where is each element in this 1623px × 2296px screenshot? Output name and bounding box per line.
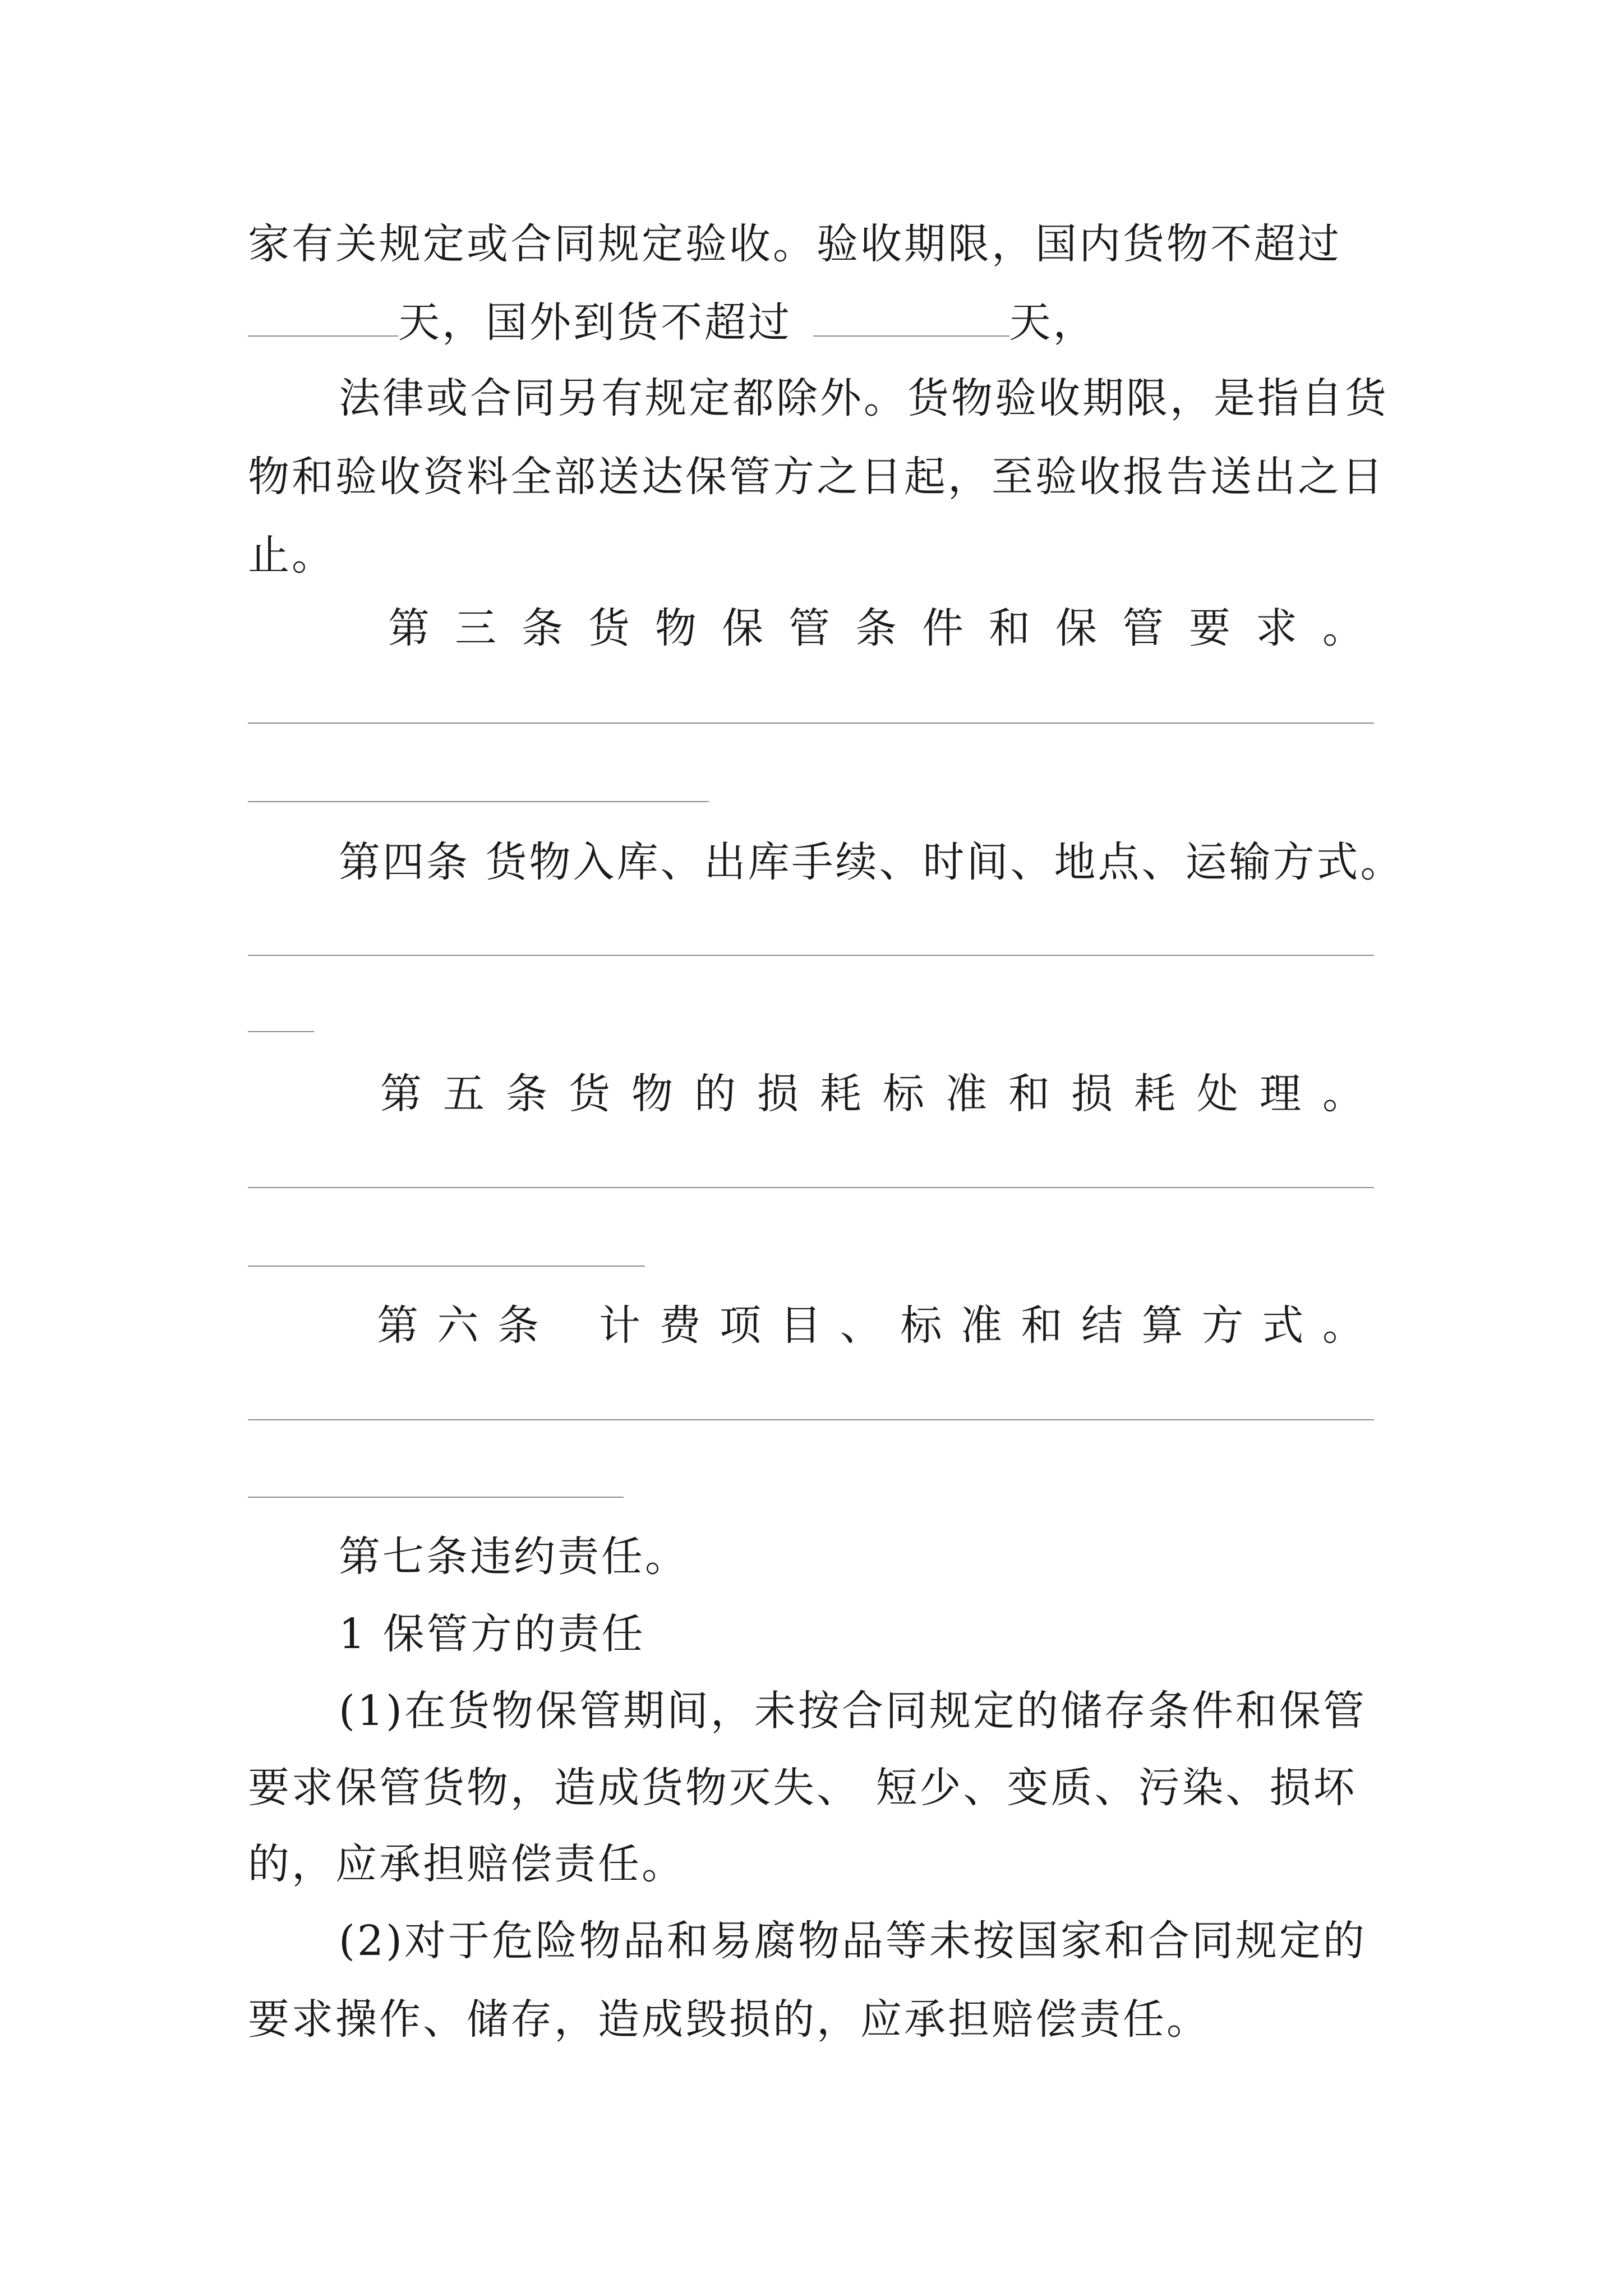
item-heading: 1 保管方的责任 (339, 1610, 645, 1658)
heading-char: 第 (380, 1070, 422, 1118)
fill-line (248, 1266, 645, 1267)
heading-char: 目 (780, 1301, 822, 1350)
fill-line (248, 955, 1374, 956)
heading-char: 标 (883, 1070, 924, 1118)
heading-char: 耗 (820, 1070, 861, 1118)
text-line: 家有关规定或合同规定验收。验收期限，国内货物不超过 (248, 220, 1341, 268)
text-line: (1)在货物保管期间，未按合同规定的储存条件和保管 (339, 1687, 1367, 1735)
text-line: 的，应承担赔偿责任。 (248, 1840, 685, 1888)
heading-char: 。 (1322, 604, 1364, 652)
heading-char: 第 (377, 1301, 418, 1350)
heading-char: 货 (569, 1070, 610, 1118)
heading-char (558, 1295, 580, 1356)
heading-char: 处 (1197, 1070, 1238, 1118)
text-line: 法律或合同另有规定都除外。货物验收期限，是指自货 (339, 374, 1389, 422)
text-fragment: 天， (1009, 298, 1097, 347)
heading-char: 条 (497, 1301, 539, 1350)
heading-char: 物 (631, 1070, 673, 1118)
heading-char: 。 (1322, 1070, 1364, 1118)
heading-char: 保 (1055, 604, 1097, 652)
text-line: 要求保管货物，造成货物灭失、 短少、变质、污染、损坏 (248, 1764, 1357, 1812)
fill-line (248, 1031, 314, 1032)
heading-char: 第 (388, 604, 430, 652)
heading-char: 保 (722, 604, 763, 652)
heading-char: 。 (1322, 1301, 1364, 1350)
article-3-heading (388, 597, 1364, 659)
heading-char: 和 (1008, 1070, 1050, 1118)
heading-char: 损 (757, 1070, 799, 1118)
text-line: 要求操作、储存，造成毁损的，应承担赔偿责任。 (248, 1995, 1210, 2044)
article-6-heading (377, 1295, 1364, 1356)
heading-char: 项 (720, 1301, 761, 1350)
heading-char: 的 (694, 1070, 736, 1118)
heading-char: 算 (1141, 1301, 1183, 1350)
text-line: (2)对于危险物品和易腐物品等未按国家和合同规定的 (339, 1917, 1367, 1965)
heading-char: 管 (789, 604, 830, 652)
text-line (248, 292, 1097, 353)
heading-char: 准 (946, 1070, 987, 1118)
fill-line (248, 801, 709, 802)
heading-char: 准 (961, 1301, 1002, 1350)
fill-line (248, 1497, 624, 1498)
fill-line (248, 1419, 1374, 1420)
heading-char: 耗 (1134, 1070, 1175, 1118)
heading-char: 三 (455, 604, 496, 652)
fill-blank[interactable] (813, 296, 1009, 337)
heading-char: 损 (1071, 1070, 1113, 1118)
heading-char: 要 (1189, 604, 1230, 652)
heading-char: 和 (989, 604, 1030, 652)
heading-char: 货 (588, 604, 630, 652)
heading-char: 式 (1262, 1301, 1304, 1350)
fill-line (248, 1187, 1374, 1188)
heading-char: 求 (1256, 604, 1297, 652)
article-4-heading: 第四条 货物入库、出库手续、时间、地点、运输方式。 (339, 838, 1404, 886)
heading-char: 物 (655, 604, 697, 652)
text-line: 止。 (248, 531, 335, 579)
heading-char: 条 (855, 604, 897, 652)
heading-char: 条 (506, 1070, 547, 1118)
article-5-heading (380, 1063, 1364, 1125)
heading-char: 标 (900, 1301, 942, 1350)
fill-blank[interactable] (248, 296, 398, 337)
heading-char: 、 (840, 1301, 882, 1350)
heading-char: 理 (1260, 1070, 1301, 1118)
heading-char: 五 (443, 1070, 485, 1118)
text-line: 物和验收资料全部送达保管方之日起，至验收报告送出之日 (248, 453, 1385, 501)
heading-char: 费 (659, 1301, 701, 1350)
heading-char: 六 (437, 1301, 479, 1350)
article-7-heading: 第七条违约责任。 (339, 1533, 689, 1581)
heading-char: 条 (522, 604, 563, 652)
heading-char: 结 (1081, 1301, 1123, 1350)
text-fragment: 天，国外到货不超过 (398, 298, 792, 347)
heading-char: 管 (1122, 604, 1164, 652)
heading-char: 方 (1202, 1301, 1243, 1350)
heading-char: 和 (1021, 1301, 1063, 1350)
heading-char: 件 (922, 604, 963, 652)
fill-line (248, 723, 1374, 724)
heading-char: 计 (599, 1301, 640, 1350)
